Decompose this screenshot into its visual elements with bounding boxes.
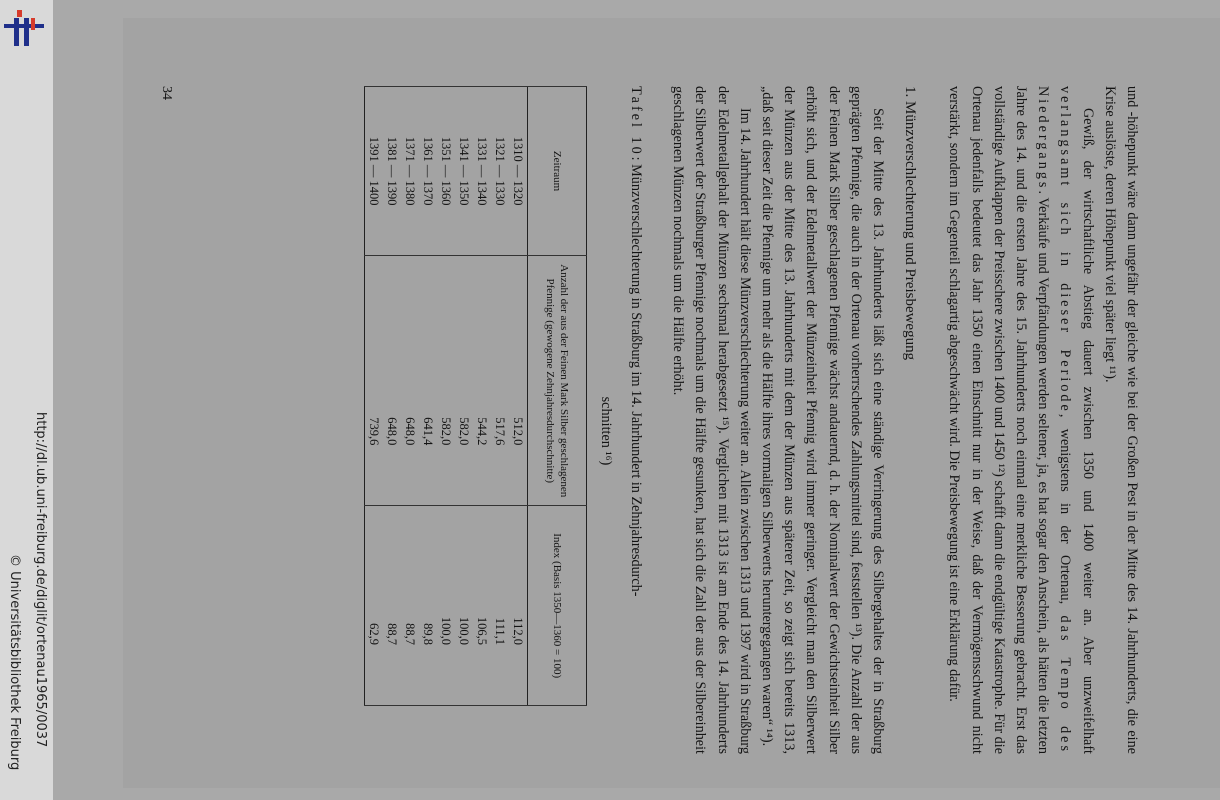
cell-period: 1351 — 1360 [437, 87, 455, 256]
paragraph-14th-century: Im 14. Jahrhundert hält diese Münzverschlechterung weiter an. Allein zwischen 1313 und 1397 wird in Straßburg der Edelmetallgehalt der Münzen sechsmal herabgesetzt ¹⁵). Verglichen mit 1313 ist am Ende des 14. Jahrhunderts der Silberwert der Straßburger Pfennige nochmals um die Hälfte gesunken, hat sich die Zahl der aus der Silbereinheit geschlagenen Münzen nochmals um die Hälfte erhöht. [670, 86, 753, 754]
table-caption: Tafel 10: Münzverschlechterung in Straßburg im 14. Jahrhundert in Zehnjahresdurch- [627, 86, 644, 597]
cell-count: 582,0 [455, 256, 473, 506]
table-row [455, 87, 473, 706]
table-row [473, 87, 491, 706]
coin-table [364, 86, 587, 706]
table-row [437, 87, 455, 706]
cell-index: 106,5 [473, 506, 491, 706]
table-row [401, 87, 419, 706]
scanned-page [53, 0, 1220, 800]
table-caption-line2: schnitten ¹⁶) [597, 396, 614, 466]
cell-period: 1321 — 1330 [491, 87, 509, 256]
table-header-row [527, 87, 586, 706]
page-content [143, 40, 1163, 800]
table-row [383, 87, 401, 706]
copyright-note: © Universitätsbibliothek Freiburg [7, 554, 22, 771]
cell-count: 648,0 [401, 256, 419, 506]
cell-period: 1341 — 1350 [455, 87, 473, 256]
cell-count: 641,4 [419, 256, 437, 506]
cell-index: 100,0 [437, 506, 455, 706]
cell-count: 544,2 [473, 256, 491, 506]
header-index: Index (Basis 1350—1360 = 100) [527, 506, 586, 706]
page-number: 34 [159, 86, 175, 100]
paragraph-decline: Gewiß, der wirtschaftliche Abstieg dauert zwischen 1350 und 1400 weiter an. Aber unzweifelhaft verlangsamt sich in dieser Periode, wenigstens in der Ortenau, das Tempo des Niedergangs. Verkäufe und Verpfändungen werden seltener, ja, es hat sogar den Anschein, als hätten die letzten Jahre des 14. und die ersten Jahre des 15. Jahrhunderts noch einmal eine merkliche Besserung gebracht. Erst das vollständige Aufklappen der Preisschere zwischen 1400 und 1450 ¹²) schafft dann die endgültige Katastrophe. Für die Ortenau jedenfalls bedeutet das Jahr 1350 einen Einschnitt nur in der Weise, daß der Vermögensschwund nicht verstärkt, sondern im Gegenteil schlagartig abgeschwächt wird. Die Preisbewegung ist eine Erklärung dafür. [946, 86, 1096, 754]
cell-count: 517,6 [491, 256, 509, 506]
book-page [123, 18, 1220, 788]
cell-index: 112,0 [509, 506, 528, 706]
cell-count: 648,0 [383, 256, 401, 506]
cell-index: 89,8 [419, 506, 437, 706]
cell-period: 1381 — 1390 [383, 87, 401, 256]
cell-index: 62,9 [364, 506, 383, 706]
cell-period: 1371 — 1380 [401, 87, 419, 256]
table-row [491, 87, 509, 706]
cell-count: 512,0 [509, 256, 528, 506]
section-heading: 1. Münzverschlechterung und Preisbewegung [902, 86, 919, 361]
cell-index: 88,7 [401, 506, 419, 706]
cell-index: 111,1 [491, 506, 509, 706]
cell-period: 1331 — 1340 [473, 87, 491, 256]
cell-count: 739,6 [364, 256, 383, 506]
cell-index: 88,7 [383, 506, 401, 706]
viewer-sidebar [0, 0, 53, 800]
paragraph-silver: Seit der Mitte des 13. Jahrhunderts läßt sich eine ständige Verringerung des Silbergehaltes der in Straßburg geprägten Pfennige, die auch in der Ortenau vorherrschendes Zahlungsmittel sind, feststellen ¹³). Die Anzahl der aus der Feinen Mark Silber geschlagenen Pfennige wächst andauernd, d. h. der Nominalwert der Gewichtseinheit Silber erhöht sich, und der Edelmetallwert der Münzeinheit Pfennig wird immer geringer. Vergleicht man den Silberwert der Münzen aus der Mitte des 13. Jahrhunderts mit dem der Münzen aus späterer Zeit, so zeigt sich bereits 1313, „daß seit dieser Zeit die Pfennige um mehr als die Hälfte ihres vormaligen Silberwerts heruntergegangen waren“ ¹⁴). [758, 86, 886, 754]
table-row [509, 87, 528, 706]
cell-index: 100,0 [455, 506, 473, 706]
header-period: Zeitraum [527, 87, 586, 256]
table-row [419, 87, 437, 706]
table-row [364, 87, 383, 706]
cell-count: 582,0 [437, 256, 455, 506]
cell-period: 1391 — 1400 [364, 87, 383, 256]
cell-period: 1310 — 1320 [509, 87, 528, 256]
footer-credits [2, 0, 54, 794]
source-url[interactable]: http://dl.ub.uni-freiburg.de/diglit/ortenau1965/0037 [33, 412, 48, 748]
cell-period: 1361 — 1370 [419, 87, 437, 256]
intro-paragraph: und -höhepunkt wäre dann ungefähr der gleiche wie bei der Großen Pest in der Mitte des 14. Jahrhunderts, die eine Krise auslöste, deren Höhepunkt viel später liegt ¹¹). [1101, 86, 1140, 754]
header-count: Anzahl der aus der Feinen Mark Silber geschlagenen Pfennige (gewogene Zehnjahresdurchschnitte) [527, 256, 586, 506]
